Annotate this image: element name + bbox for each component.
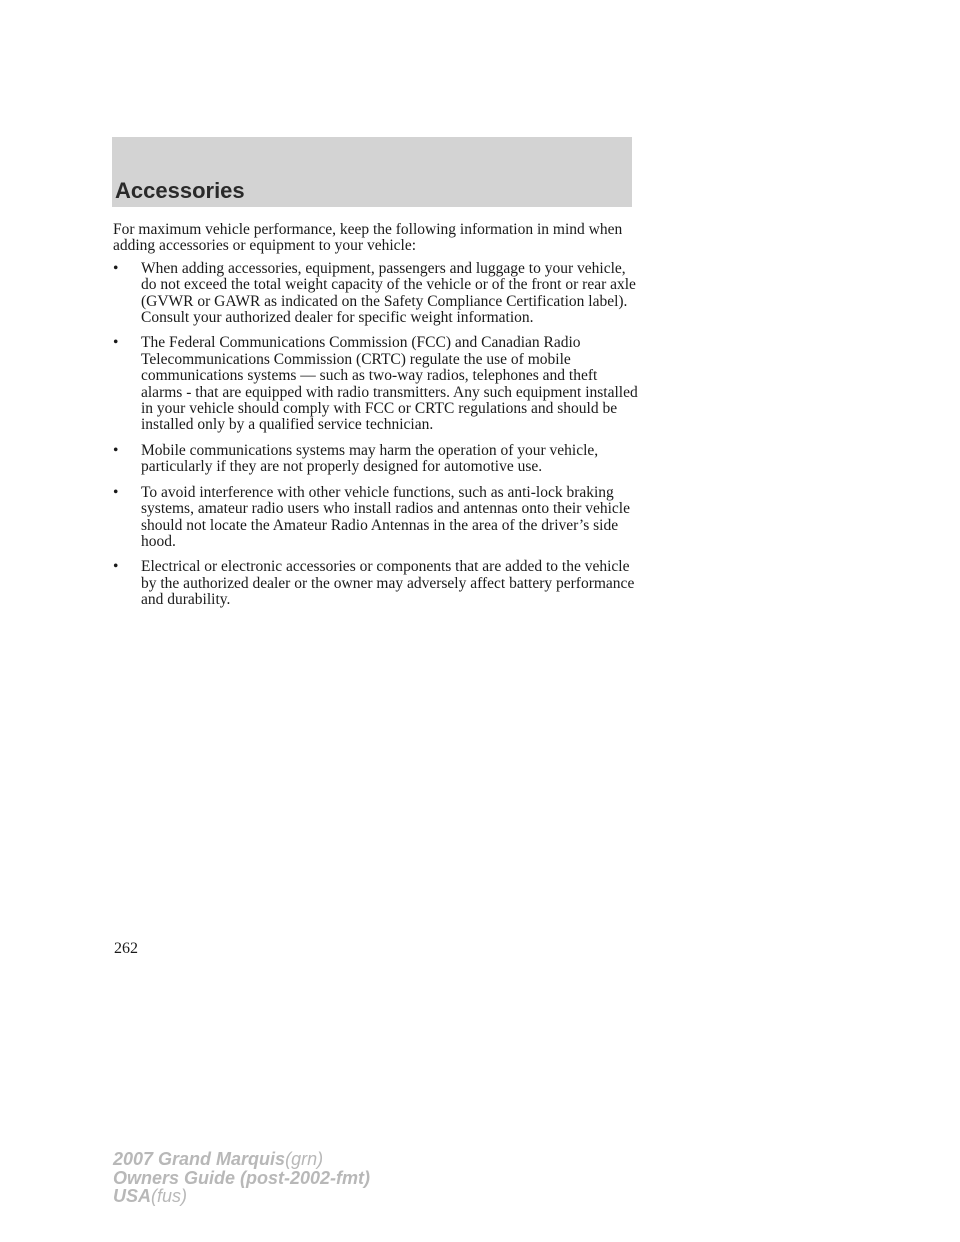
bullet-icon: • — [113, 334, 119, 352]
bullet-icon: • — [113, 483, 119, 501]
intro-paragraph: For maximum vehicle performance, keep the following information in mind when adding accessories or equipment to your vehicle: — [113, 221, 623, 255]
bullet-list — [113, 261, 638, 609]
bullet-icon: • — [113, 259, 119, 277]
footer-market-name: USA — [113, 1186, 152, 1206]
list-item — [113, 485, 638, 551]
page-number: 262 — [114, 940, 138, 957]
list-item-text: The Federal Communications Commission (FCC) and Canadian Radio Telecommunications Commission (CRTC) regulate the use of mobile communications systems — such as two-way radios, telephones and theft alarms - that are equipped with radio transmitters. Any such equipment installed in your vehicle should comply with FCC or CRTC regulations and should be installed only by a qualified service technician. — [141, 334, 638, 434]
footer-guide-name: Owners Guide (post-2002-fmt) — [113, 1167, 371, 1188]
footer-model-code: (grn) — [285, 1149, 324, 1169]
list-item — [113, 335, 638, 433]
footer-line-guide — [113, 1169, 370, 1188]
list-item — [113, 443, 638, 476]
list-item-text: Electrical or electronic accessories or components that are added to the vehicle by the authorized dealer or the owner may adversely affect battery performance and durability. — [141, 558, 635, 609]
footer-line-market — [113, 1187, 370, 1206]
bullet-icon: • — [113, 441, 119, 459]
list-item-text: To avoid interference with other vehicle functions, such as anti-lock braking systems, amateur radio users who install radios and antennas onto their vehicle should not locate the Amateur Radio Antennas in the area of the driver’s side hood. — [141, 483, 630, 550]
list-item — [113, 261, 638, 327]
footer-line-model — [113, 1150, 370, 1169]
list-item-text: When adding accessories, equipment, passengers and luggage to your vehicle, do not exceed the total weight capacity of the vehicle or of the front or rear axle (GVWR or GAWR as indicated on the Safety Compliance Certification label). Consult your authorized dealer for specific weight information. — [141, 259, 636, 327]
footer-model-name: 2007 Grand Marquis — [113, 1149, 286, 1169]
section-title: Accessories — [115, 178, 245, 203]
page-body — [113, 222, 638, 618]
list-item-text: Mobile communications systems may harm the operation of your vehicle, particularly if they are not properly designed for automotive use. — [141, 441, 599, 476]
bullet-icon: • — [113, 558, 119, 576]
document-footer — [113, 1150, 370, 1206]
list-item — [113, 559, 638, 608]
footer-market-code: (fus) — [151, 1186, 188, 1206]
